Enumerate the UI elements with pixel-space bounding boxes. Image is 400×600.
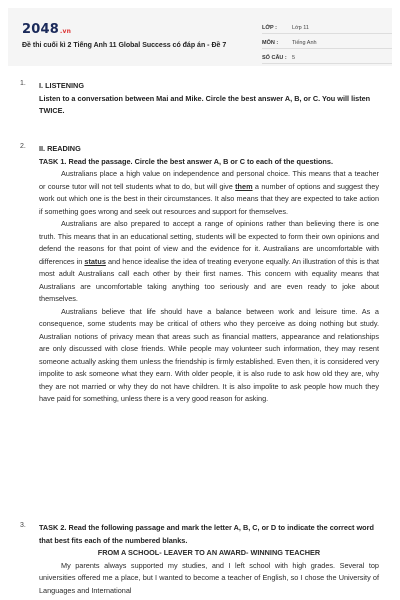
passage-paragraph: My parents always supported my studies, and I left school with high grades. Several top universities offered me a place, but I wanted to become a teacher of English, so I chose the University of Languages and International (39, 560, 379, 595)
document-title: Đề thi cuối kì 2 Tiếng Anh 11 Global Success có đáp án - Đề 7 (22, 42, 227, 49)
meta-key: SỐ CÂU : (262, 55, 287, 61)
question-body (39, 80, 379, 118)
passage-title: FROM A SCHOOL- LEAVER TO AN AWARD- WINNING TEACHER (97, 548, 321, 557)
meta-value: Tiếng Anh (292, 40, 317, 46)
passage-paragraph (39, 168, 379, 218)
task-instruction: TASK 2. Read the following passage and mark the letter A, B, C, or D to indicate the correct word that best fits each of the numbered blanks. (39, 523, 374, 545)
passage-paragraph (39, 218, 379, 306)
question-body (39, 143, 379, 406)
logo-text: 2048 (22, 22, 59, 37)
meta-key: MÔN : (262, 40, 279, 46)
task-instruction: TASK 1. Read the passage. Circle the best answer A, B or C to each of the questions. (39, 156, 333, 166)
question-body (39, 522, 379, 597)
underlined-word: status (84, 256, 106, 266)
meta-row-count (262, 52, 392, 64)
underlined-word: them (235, 181, 253, 191)
question-instruction: Listen to a conversation between Mai and Mike. Circle the best answer A, B, or C. You will listen TWICE. (39, 93, 371, 115)
section-heading: II. READING (39, 144, 81, 153)
meta-key: LỚP : (262, 25, 277, 31)
section-heading: I. LISTENING (39, 81, 84, 90)
meta-row-class (262, 22, 392, 34)
meta-value: 5 (292, 55, 296, 61)
paragraph-text: a number of options and suggest they work out which one is the best in their circumstances. It also means that they are expected to take action if something goes wrong and seek out resources and support for themselves. (39, 181, 379, 216)
question-number: 2. (20, 143, 26, 150)
passage-paragraph: Australians believe that life should have a balance between work and leisure time. As a consequence, some students may be critical of others who they perceive as doing nothing but study. Australian notions of privacy mean that areas such as financial matters, appearance and relationships are only discussed with close friends. While people may volunteer such information, they may resent someone actually asking them unless the friendship is firmly established. Even then, it is considered very impolite to ask someone what they earn. With older people, it is also rude to ask how old they are, why they are not married or why they do not have children. It is also impolite to ask people how much they have paid for something, unless there is a very good reason for asking. (39, 306, 379, 403)
question-number: 1. (20, 80, 26, 87)
question-number: 3. (20, 522, 26, 529)
meta-row-subject (262, 37, 392, 49)
site-logo[interactable] (22, 22, 71, 37)
logo-suffix: .vn (59, 28, 72, 35)
meta-value: Lớp 11 (292, 25, 309, 31)
paragraph-text: Australians are also prepared to accept a range of opinions rather than believing there is one truth. This means that in an educational setting, students will be expected to form their own opinions and defend the reasons for that point of view and the evidence for it. Australians are uncomfortable with differences in (39, 219, 379, 266)
document-header (8, 8, 392, 66)
document-meta (262, 22, 392, 67)
paragraph-text: and hence idealise the idea of treating everyone equally. An illustration of this is that most adult Australians call each other by their first names. This concern with equality means that Australians are uncomfortable taking anything too seriously and are even ready to joke about themselves. (39, 256, 379, 303)
paragraph-text: Australians place a high value on independence and personal choice. This means that a teacher or course tutor will not tell students what to do, but will give (39, 169, 379, 191)
